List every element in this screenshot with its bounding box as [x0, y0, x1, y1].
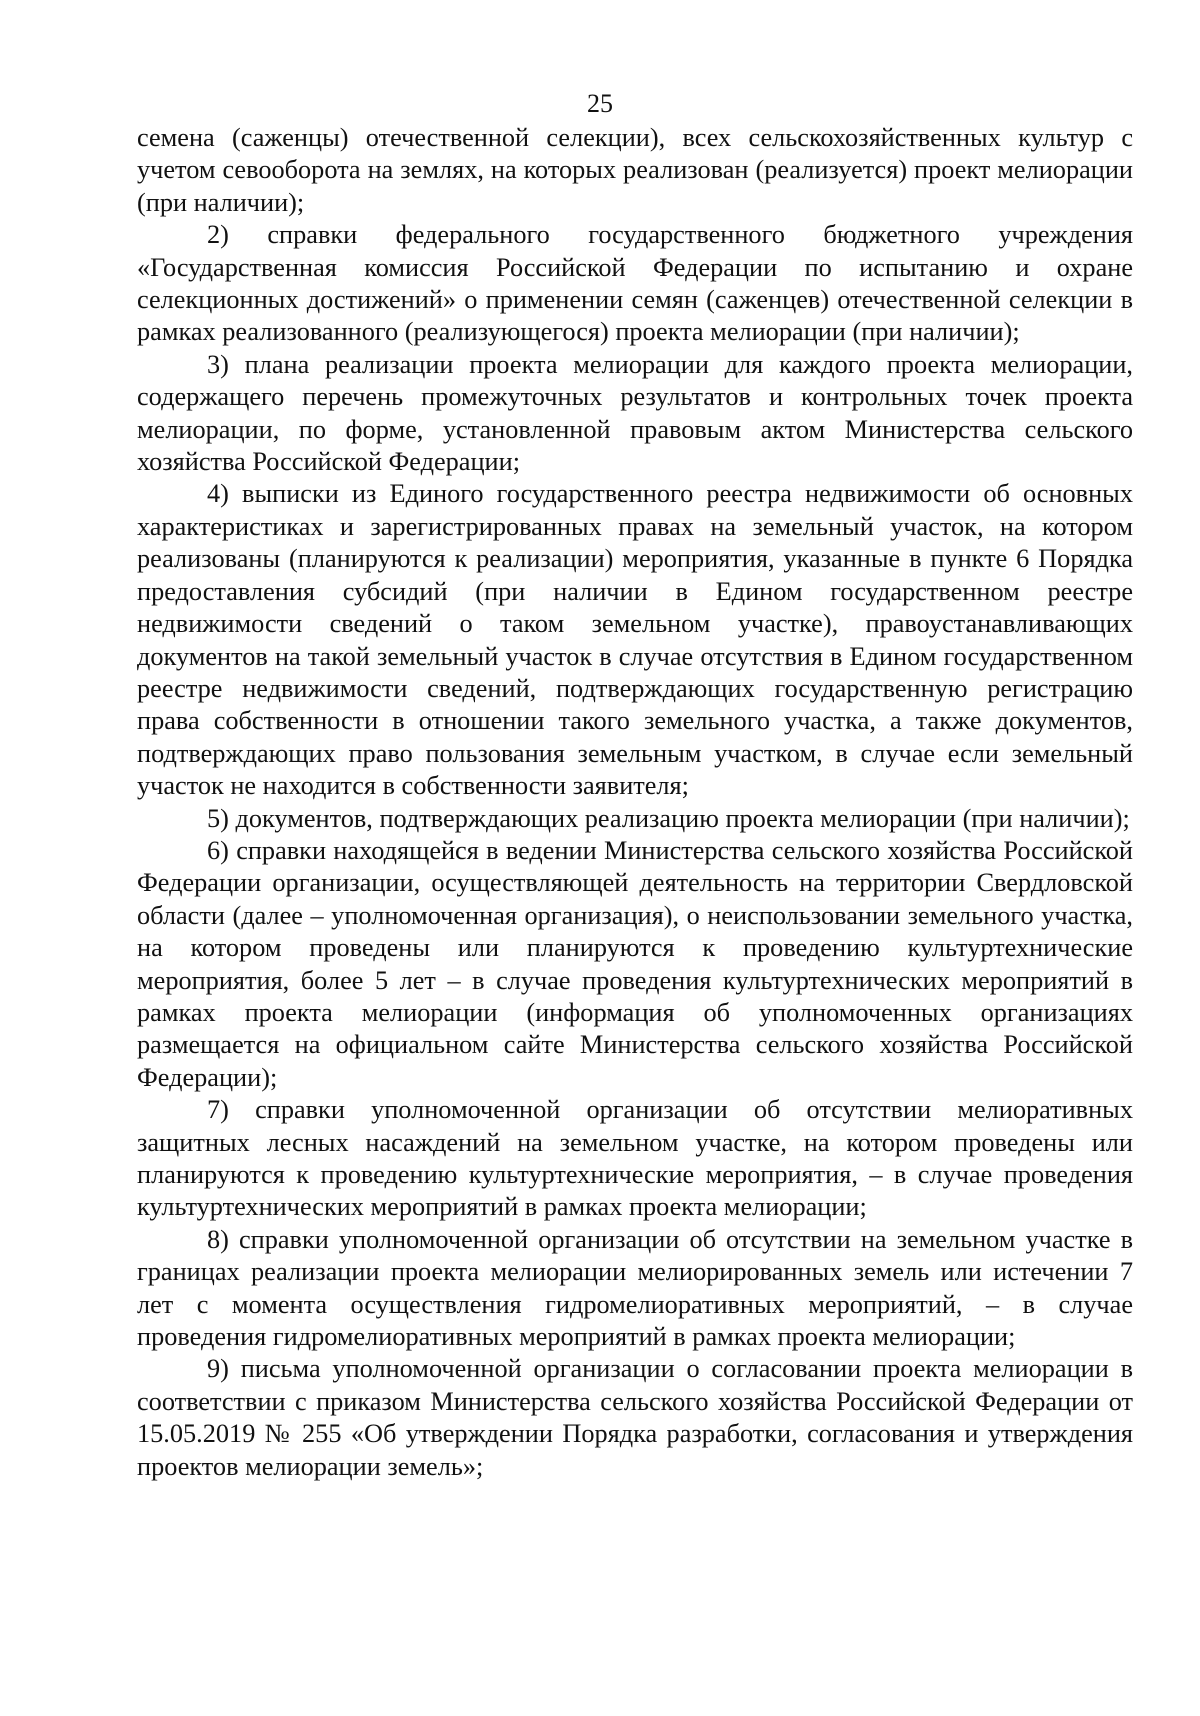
list-item-7: 7) справки уполномоченной организации об отсутствии мелиоративных защитных лесных насаждений на земельном участке, на котором проведены или планируются к проведению культуртехнические мероприятия, – в случае проведения культуртехнических мероприятий в рамках проекта мелиорации; [137, 1095, 1133, 1222]
list-item-3: 3) плана реализации проекта мелиорации для каждого проекта мелиорации, содержащего перечень промежуточных результатов и контрольных точек проекта мелиорации, по форме, установленной правовым актом Министерства сельского хозяйства Российской Федерации; [137, 349, 1133, 477]
list-item-2: 2) справки федерального государственного бюджетного учреждения «Государственная комиссия Российской Федерации по испытанию и охране селекционных достижений» о применении семян (саженцев) отечественной селекции в рамках реализованного (реализующегося) проекта мелиорации (при наличии); [137, 220, 1133, 347]
list-item-4: 4) выписки из Единого государственного реестра недвижимости об основных характеристиках и зарегистрированных правах на земельный участок, на котором реализованы (планируются к реализации) мероприятия, указанные в пункте 6 Порядка предоставления субсидий (при наличии в Едином государственном реестре недвижимости сведений о таком земельном участке), правоустанавливающих документов на такой земельный участок в случае отсутствия в Едином государственном реестре недвижимости сведений, подтверждающих государственную регистрацию права собственности в отношении такого земельного участка, а также документов, подтверждающих право пользования земельным участком, в случае если земельный участок не находится в собственности заявителя; [137, 479, 1133, 801]
document-body [137, 122, 1133, 1483]
list-item-8: 8) справки уполномоченной организации об отсутствии на земельном участке в границах реализации проекта мелиорации мелиорированных земель или истечении 7 лет с момента осуществления гидромелиоративных мероприятий, – в случае проведения гидромелиоративных мероприятий в рамках проекта мелиорации; [137, 1224, 1133, 1352]
paragraph-continuation: семена (саженцы) отечественной селекции), всех сельскохозяйственных культур с учетом севооборота на землях, на которых реализован (реализуется) проект мелиорации (при наличии); [137, 123, 1133, 217]
list-item-6: 6) справки находящейся в ведении Министерства сельского хозяйства Российской Федерации организации, осуществляющей деятельность на территории Свердловской области (далее – уполномоченная организация), о неиспользовании земельного участка, на котором проведены или планируются к проведению культуртехнические мероприятия, более 5 лет – в случае проведения культуртехнических мероприятий в рамках проекта мелиорации (информация об уполномоченных организациях размещается на официальном сайте Министерства сельского хозяйства Российской Федерации); [137, 835, 1133, 1092]
page-number: 25 [587, 89, 613, 118]
list-item-5: 5) документов, подтверждающих реализацию проекта мелиорации (при наличии); [207, 803, 1130, 833]
list-item-9: 9) письма уполномоченной организации о согласовании проекта мелиорации в соответствии с приказом Министерства сельского хозяйства Российской Федерации от 15.05.2019 № 255 «Об утверждении Порядка разработки, согласования и утверждения проектов мелиорации земель»; [137, 1354, 1133, 1481]
